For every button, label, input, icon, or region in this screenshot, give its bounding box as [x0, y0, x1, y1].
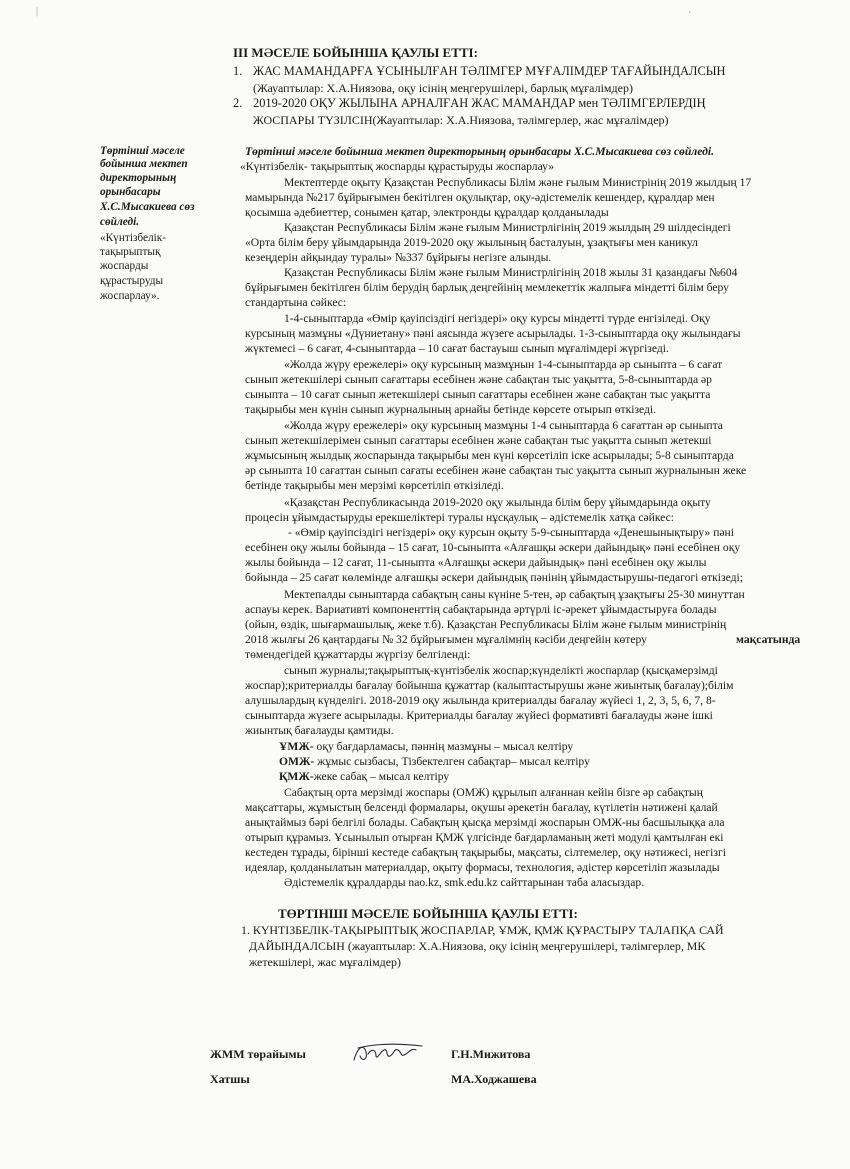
body-line: бетінде тақырыбы мен мерзімі көрсетіліп өткізіледі.: [245, 479, 504, 492]
term-desc: оқу бағдарламасы, пәннің мазмұны – мысал келтіру: [313, 740, 574, 753]
body-line: стандартына сәйкес:: [245, 296, 347, 309]
decision3-item1-line2: (Жауаптылар: Х.А.Ниязова, оқу ісінің меңгерушілері, барлық мұғалімдер): [253, 81, 633, 95]
body-line: Мектептерде оқыту Қазақстан Республикасы Білім және ғылым Министрінің 2019 жылдың 17: [284, 176, 752, 189]
sidebar-line: жоспарды: [100, 260, 149, 272]
body-line: отырып құрамыз. Ұсынылып отырған ҚМЖ үлгісінде бағдарламаның жеті модулі қамтылған екі: [245, 831, 724, 844]
body-intro-speaker: Төртінші мәселе бойынша мектеп директорының орынбасары Х.С.Мысакиева сөз сөйледі.: [245, 145, 714, 158]
decision4-line: жетекшілері, жас мұғалімдер): [249, 955, 401, 969]
body-intro-topic: «Күнтізбелік- тақырыптық жоспарды құрастыруды жоспарлау»: [240, 160, 555, 173]
sidebar-line: бойынша мектеп: [100, 158, 188, 170]
decision3-item1-line1: ЖАС МАМАНДАРҒА ҰСЫНЫЛҒАН ТӘЛІМГЕР МҰҒАЛІМДЕР ТАҒАЙЫНДАЛСЫН: [253, 64, 726, 78]
body-maksat: мақсатында: [736, 633, 801, 646]
sidebar-line: «Күнтізбелік-: [100, 232, 167, 244]
scan-mark: |: [36, 6, 39, 17]
body-line: Қазақстан Республикасы Білім және ғылым Министрлігінің 2018 жылы 31 қазандағы №604: [284, 266, 738, 279]
body-line: 1-4-сыныптарда «Өмір қауіпсіздігі негіздері» оқу курсы міндетті түрде енгізіледі. Оқу: [284, 312, 711, 325]
decision4-heading: ТӨРТІНШІ МӘСЕЛЕ БОЙЫНША ҚАУЛЫ ЕТТІ:: [278, 906, 578, 921]
body-line: курсының мазмұны «Дүниетану» пәні аясында жүзеге асырылады. 1-3-сыныптарда оқу жылындағы: [245, 327, 741, 340]
term-omzh: [279, 756, 590, 768]
body-line: анықтаймыз бәрі белгілі болады. Сабақтың қысқа мерзімді жоспарын ОМЖ-ны басшылыққа ала: [245, 816, 725, 829]
secretary-name: МА.Ходжашева: [451, 1072, 537, 1086]
body-line: «Жолда жүру ережелері» оқу курсының мазмұны 1-4 сыныптарда 6 сағаттан әр сыныпта: [284, 419, 723, 432]
body-line: - «Өмір қауіпсіздігі негіздері» оқу курсын оқыту 5-9-сыныптарда «Денешынықтыру» пәні: [288, 526, 734, 539]
body-line: (ойын, өздік, шығармашылық, жеке т.б). Қазақстан Республикасы Білім және ғылым министрінің: [245, 618, 727, 631]
body-line: «Орта білім беру ұйымдарында 2019-2020 оқу жылының басталуын, ұзақтығы мен каникул: [245, 236, 698, 249]
body-line: кестеден тұрады, бірінші кестеде сабақтың тақырыбы, мақсаты, сілтемелер, оқу нәтижесі, негізгі: [245, 846, 726, 859]
body-line: «Қазақстан Республикасында 2019-2020 оқу жылында білім беру ұйымдарында оқыту: [284, 496, 711, 509]
body-line: 2018 жылғы 26 қаңтардағы № 32 бұйрығымен мұғалімнің кәсіби деңгейін көтеру: [245, 633, 647, 646]
body-line: аспауы керек. Вариативті компоненттің сабақтарында әртүрлі іс-әрекет ұйымдастыруға болады: [245, 603, 717, 616]
body-line: жиынтық бағалауды қамтиды.: [245, 724, 394, 737]
body-line: сынып журналы;тақырыптық-күнтізбелік жоспар;күнделікті жоспарлар (қысқамерзімді: [284, 664, 718, 677]
body-line: процесін ұйымдастыруды ерекшеліктері туралы нұсқаулық – әдістемелік хатқа сәйкес:: [245, 511, 674, 524]
chair-name: Г.Н.Мижитова: [451, 1047, 531, 1061]
body-line: қосымша әдебиеттер, сонымен қатар, электронды құралдар қолданылады: [245, 206, 609, 219]
term-desc: жеке сабақ – мысал келтіру: [313, 770, 450, 783]
sidebar-line: жоспарлау».: [100, 290, 160, 302]
decision4-line: ДАЙЫНДАЛСЫН (жауаптылар: Х.А.Ниязова, оқу ісінің меңгерушілері, тәлімгерлер, МК: [249, 939, 706, 953]
decision3-heading: ІІІ МӘСЕЛЕ БОЙЫНША ҚАУЛЫ ЕТТІ:: [233, 45, 478, 60]
body-line: мамырында №217 бұйрығымен бекітілген оқулықтар, оқу-әдістемелік кешендер, құралдар мен: [245, 191, 715, 204]
body-line: бұйрығымен бекітілген білім берудің барлық деңгейінің мемлекеттік жалпыға міндетті білім беру: [245, 281, 729, 294]
body-line: сынып жетекшілері сынып сағаттары есебінен және сабақтан тыс уақытта, 5-8-сыныптарда әр: [245, 373, 712, 386]
term-kmzh: [279, 771, 449, 783]
term-label: ҰМЖ-: [279, 740, 314, 753]
body-line: төмендегідей құжаттарды жүргізу белгіленді:: [245, 648, 471, 661]
sidebar-line: орынбасары: [100, 186, 161, 198]
sidebar-line: құрастыруды: [100, 275, 164, 287]
body-line: жоспар);критериалды бағалау бойынша құжаттар (калыптастырушы және жиынтық бағалау);білім: [245, 679, 734, 692]
term-label: ОМЖ-: [279, 755, 315, 768]
decision3-item2-line2: ЖОСПАРЫ ТҮЗІЛСІН(Жауаптылар: Х.А.Ниязова, тәлімгерлер, жас мұғалімдер): [253, 113, 669, 127]
term-label: ҚМЖ-: [279, 770, 314, 783]
body-line: жылы бойында – 12 сағат, 11-сыныпта «Алғашқы әскери дайындық» пәні есебінен оқу жылы: [245, 556, 707, 569]
sidebar-line: Төртінші мәселе: [100, 145, 185, 157]
body-line: бойында – 25 сағат көлемінде алғашқы әскери дайындық пәнінің ұйымдастырушы-педагогі өткізеді;: [245, 571, 743, 584]
body-line: идеялар, қолданылатын материалдар, оқыту формасы, технология, әдістер көрсетіліп жазылады: [245, 861, 720, 874]
body-line: Әдістемелік құралдарды nao.kz, smk.edu.kz сайттарынан таба аласыздар.: [284, 876, 645, 889]
body-line: жүктемесі – 6 сағат, 4-сыныптарда – 10 сағат бастауыш сынып мұғалімдері жүргізеді.: [245, 342, 669, 355]
body-line: Қазақстан Республикасы Білім және ғылым Министрлігінің 2019 жылдың 29 шілдесіндегі: [284, 221, 731, 234]
body-line: сыныпта – 10 сағат сынып жетекшілері сынып сағаттары есебінен және сабақтан тыс уақытта: [245, 388, 711, 401]
scan-dot: ·: [688, 8, 692, 19]
decision3-item2-line1: 2019-2020 ОҚУ ЖЫЛЫНА АРНАЛҒАН ЖАС МАМАНДАР мен ТӘЛІМГЕРЛЕРДІҢ: [253, 96, 706, 110]
chair-title: ЖММ төрайымы: [210, 1047, 306, 1061]
body-line: сынып жетекшілерімен сынып сағаттары есебінен және сабақтан тыс уақытта сынып жетекші: [245, 434, 712, 447]
body-line: есебінен оқу жылы бойында – 15 сағат, 10-сыныпта «Алғашқы әскери дайындық» пәні есебінен оқу: [245, 541, 741, 554]
body-line: мақсаттары, жұмыстың белсенді формалары, оқушы әрекетін бағалау, күтілетін нәтижені қалай: [245, 801, 718, 814]
sidebar-line: директорының: [100, 172, 177, 184]
body-line: жұмысының жылдық жоспарында тақырыбы мен күні көрсетіліп іске асырылады; 5-8 сыныптарда: [245, 449, 734, 462]
decision3-item1-num: 1.: [233, 64, 243, 78]
secretary-title: Хатшы: [210, 1072, 250, 1086]
term-desc: жұмыс сызбасы, Тізбектелген сабақтар– мысал келтіру: [314, 755, 590, 768]
term-umzh: [279, 741, 573, 753]
handwritten-signature-icon: [350, 1040, 428, 1066]
body-line: кезеңдерін айқындау туралы» №337 бұйрығы негізге алынды.: [245, 251, 552, 264]
decision3-item2-num: 2.: [233, 96, 243, 110]
sidebar-line: тақырыптық: [100, 246, 161, 258]
body-line: алушылардың күнделігі. 2018-2019 оқу жылында критериалды бағалау жүйесі 1, 2, 3, 5, 6, 7, 8-: [245, 694, 716, 707]
body-line: Сабақтың орта мерзімді жоспары (ОМЖ) құрылып алғаннан кейін бізге әр сабақтың: [284, 786, 703, 799]
decision4-line: 1. КҮНТІЗБЕЛІК-ТАҚЫРЫПТЫҚ ЖОСПАРЛАР, ҰМЖ, ҚМЖ ҚҰРАСТЫРУ ТАЛАПҚА САЙ: [241, 923, 724, 937]
sidebar-line: Х.С.Мысакиева сөз: [100, 201, 195, 213]
body-line: сыныптарда жүзеге асырылады. Критериалды бағалау жүйесі формативті бағалауды және ішкі: [245, 709, 713, 722]
sidebar-line: сөйледі.: [100, 216, 140, 228]
body-line: Мектепалды сыныптарда сабақтың саны күніне 5-тен, әр сабақтың ұзақтығы 25-30 минуттан: [284, 588, 745, 601]
body-line: әр сыныпта 10 сағаттан сынып сағаты есебінен және сабақтан тыс уақытта сынып журналынын жеке: [245, 464, 747, 477]
body-line: «Жолда жүру ережелері» оқу курсының мазмұнын 1-4-сыныптарда әр сыныпта – 6 сағат: [284, 358, 723, 371]
body-line: тақырыбы мен күнін сынып журналының арнайы бетінде көрсете отырып өткізеді.: [245, 403, 657, 416]
